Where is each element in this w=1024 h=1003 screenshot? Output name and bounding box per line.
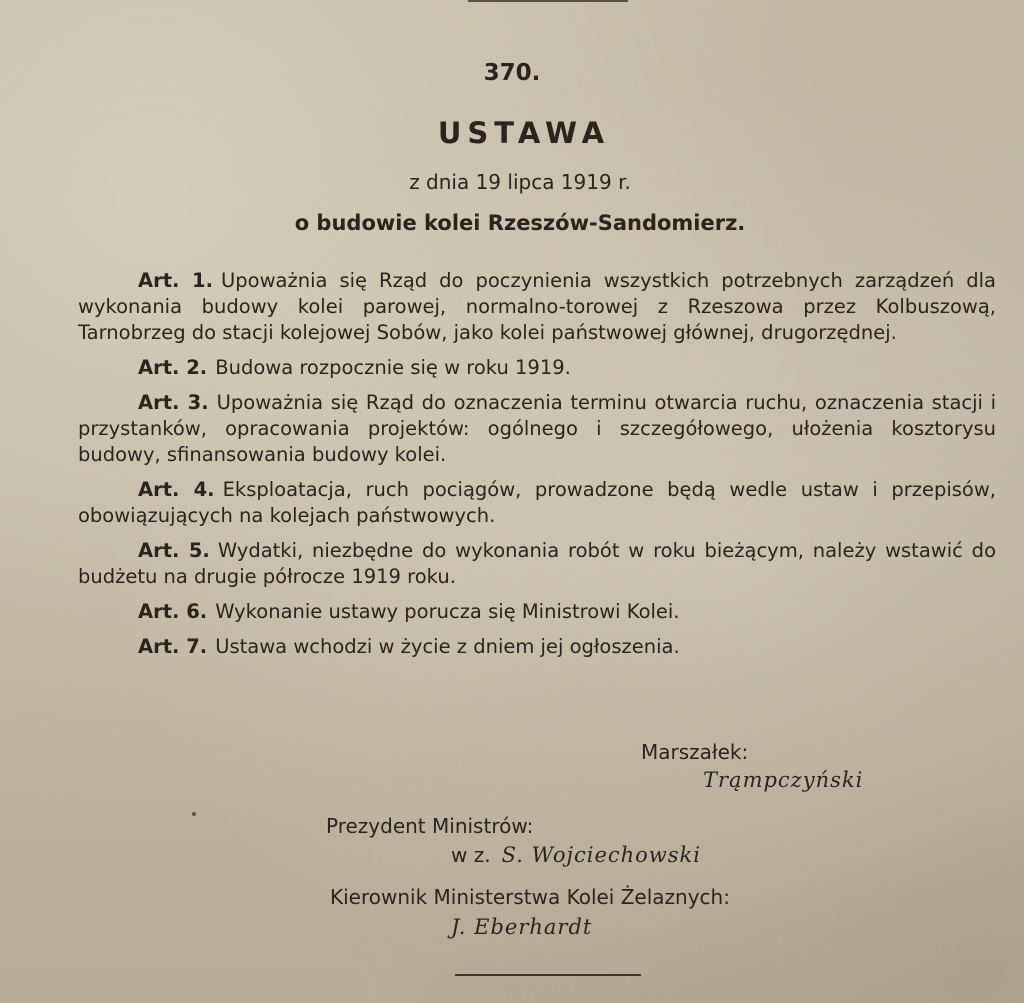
article-label: Art. 1.	[138, 269, 214, 292]
director-role: Kierownik Ministerstwa Kolei Żelaznych:	[330, 885, 730, 909]
article-2	[78, 355, 996, 381]
article-text: Ustawa wchodzi w życie z dniem jej ogłoszenia.	[215, 635, 680, 658]
director-signature: J. Eberhardt	[451, 915, 593, 939]
article-text: Eksploatacja, ruch pociągów, prowadzone będą wedle ustaw i przepisów, obowiązujących na kolejach państwowych.	[78, 478, 996, 527]
president-role: Prezydent Ministrów:	[326, 814, 534, 838]
paper-speck	[192, 812, 196, 816]
article-4	[78, 477, 996, 529]
article-3	[78, 390, 996, 468]
article-7	[78, 634, 996, 660]
bottom-divider	[455, 974, 641, 976]
articles-list	[78, 268, 996, 669]
article-5	[78, 538, 996, 590]
article-text: Wydatki, niezbędne do wykonania robót w roku bieżącym, należy wstawić do budżetu na drugie półrocze 1919 roku.	[78, 539, 996, 588]
article-text: Wykonanie ustawy porucza się Ministrowi Kolei.	[215, 600, 680, 623]
president-prefix: w z.	[451, 843, 491, 867]
article-label: Art. 5.	[138, 539, 210, 562]
article-label: Art. 3.	[138, 391, 209, 414]
article-1	[78, 268, 996, 346]
document-subject: o budowie kolei Rzeszów-Sandomierz.	[294, 211, 746, 235]
document-date: z dnia 19 lipca 1919 r.	[409, 170, 631, 194]
article-label: Art. 2.	[138, 356, 208, 379]
marshal-role: Marszałek:	[641, 740, 749, 764]
article-label: Art. 6.	[138, 600, 208, 623]
document-number: 370.	[483, 60, 541, 86]
article-label: Art. 7.	[138, 635, 208, 658]
president-signature: S. Wojciechowski	[501, 843, 702, 867]
article-text: Budowa rozpocznie się w roku 1919.	[215, 356, 571, 379]
article-label: Art. 4.	[138, 478, 215, 501]
article-6	[78, 599, 996, 625]
marshal-signature: Trąmpczyński	[703, 768, 864, 792]
document-type-heading: USTAWA	[437, 116, 611, 150]
president-signature-line	[451, 843, 701, 867]
top-divider	[468, 0, 628, 2]
article-text: Upoważnia się Rząd do poczynienia wszystkich potrzebnych zarządzeń dla wykonania budowy kolei parowej, normalno-torowej z Rzeszowa przez Kolbuszową, Tarnobrzeg do stacji kolejowej Sobów, jako kolei państwowej głównej, drugorzędnej.	[78, 269, 996, 344]
article-text: Upoważnia się Rząd do oznaczenia terminu otwarcia ruchu, oznaczenia stacji i przystanków, opracowania projektów: ogólnego i szczegółowego, ułożenia kosztorysu budowy, sfinansowania budowy kolei.	[78, 391, 997, 466]
